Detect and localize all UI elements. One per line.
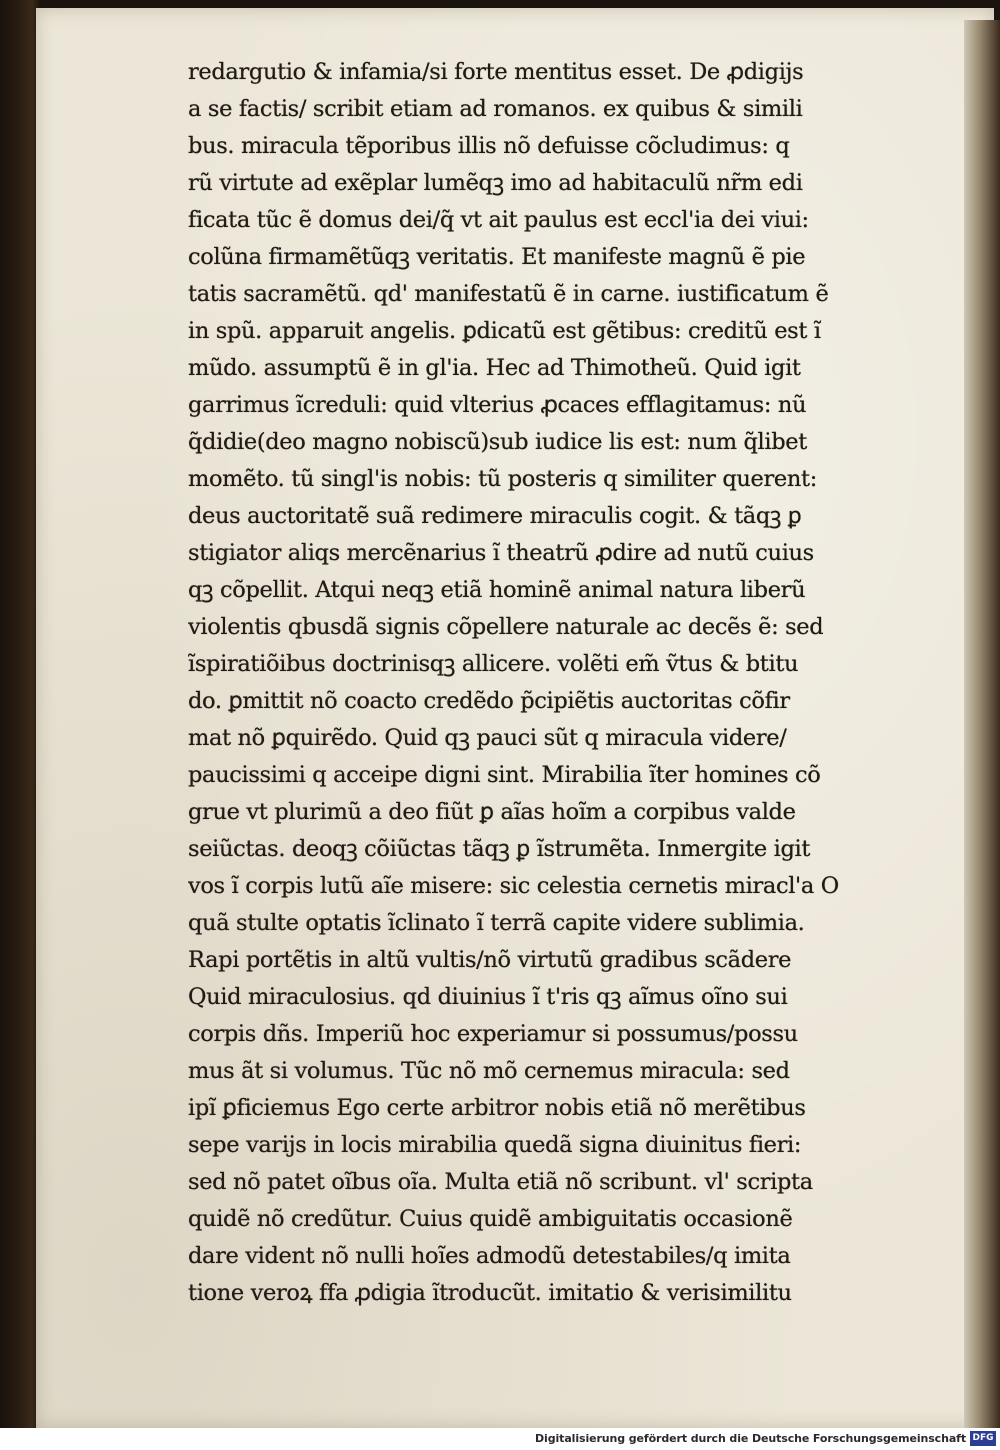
text-line: garrimus ĩcreduli: quid vlterius ꝓcaces efflagitamus: nũ [188,392,807,418]
text-block [188,54,888,1306]
text-line: Rapi portẽtis in altũ vultis/nõ virtutũ gradibus scãdere [188,947,792,973]
page-edge [964,20,1000,1430]
text-line: qꝫ cõpellit. Atqui neqꝫ etiã hominẽ animal natura liberũ [188,577,806,603]
text-line: q̃didie(deo magno nobiscũ)sub iudice lis est: num q̃libet [188,429,807,455]
text-line: mus ãt si volumus. Tũc nõ mõ cernemus miracula: sed [188,1058,790,1084]
text-line: grue vt plurimũ a deo fiũt ꝑ aĩas hoĩm a corpibus valde [188,799,796,825]
text-line: a se factis/ scribit etiam ad romanos. ex quibus & simili [188,96,803,122]
text-line: bus. miracula tẽporibus illis nõ defuisse cõcludimus: q [188,133,790,159]
text-line: tatis sacramẽtũ. qd' manifestatũ ẽ in carne. iustificatum ẽ [188,281,829,307]
text-line: paucissimi q acceipe digni sint. Mirabilia ĩter homines cõ [188,762,821,788]
text-line: do. ꝑmittit nõ coacto credẽdo p̃cipiẽtis auctoritas cõfir [188,688,790,714]
funding-note: Digitalisierung gefördert durch die Deutsche Forschungsgemeinschaft [535,1432,966,1445]
text-line: tione veroꝝ ffa ꝓdigia ĩtroducũt. imitatio & verisimilitu [188,1280,792,1306]
text-line: violentis qbusdã signis cõpellere naturale ac decẽs ẽ: sed [188,614,824,640]
text-line: quidẽ nõ credũtur. Cuius quidẽ ambiguitatis occasionẽ [188,1206,793,1232]
text-line: ficata tũc ẽ domus dei/q̃ vt ait paulus est eccl'ia dei viui: [188,207,809,233]
text-line: colũna firmamẽtũqꝫ veritatis. Et manifeste magnũ ẽ pie [188,244,806,270]
text-line: vos ĩ corpis lutũ aĩe misere: sic celestia cernetis miracl'a O [188,873,839,899]
dfg-logo: DFG [970,1431,996,1446]
text-line: rũ virtute ad exẽplar lumẽqꝫ imo ad habitaculũ nr̃m edi [188,170,803,196]
text-line: ipĩ ꝑficiemus Ego certe arbitror nobis etiã nõ merẽtibus [188,1095,806,1121]
text-line: corpis dñs. Imperiũ hoc experiamur si possumus/possu [188,1021,798,1047]
text-line: deus auctoritatẽ suã redimere miraculis cogit. & tãqꝫ ꝑ [188,503,802,529]
text-line: momẽto. tũ singl'is nobis: tũ posteris q similiter querent: [188,466,817,492]
text-line: mat nõ ꝑquirẽdo. Quid qꝫ pauci sũt q miracula videre/ [188,725,787,751]
text-line: mũdo. assumptũ ẽ in gl'ia. Hec ad Thimotheũ. Quid igit [188,355,801,381]
text-line: sed nõ patet oĩbus oĩa. Multa etiã nõ scribunt. vl' scripta [188,1169,813,1195]
text-line: Quid miraculosius. qd diuinius ĩ t'ris qꝫ aĩmus oĩno sui [188,984,788,1010]
text-line: quã stulte optatis ĩclinato ĩ terrã capite videre sublimia. [188,910,805,936]
text-line: ĩspiratiõibus doctrinisqꝫ allicere. volẽti em̃ ṽtus & btitu [188,651,799,677]
text-line: dare vident nõ nulli hoĩes admodũ detestabiles/q imita [188,1243,791,1269]
text-line: redargutio & infamia/si forte mentitus esset. De ꝓdigijs [188,59,804,85]
text-line: in spũ. apparuit angelis. ꝑdicatũ est gẽtibus: creditũ est ĩ [188,318,821,344]
footer-bar [0,1428,1000,1450]
text-line: stigiator aliqs mercẽnarius ĩ theatrũ ꝓdire ad nutũ cuius [188,540,814,566]
text-line: seiũctas. deoqꝫ cõiũctas tãqꝫ ꝑ ĩstrumẽta. Inmergite igit [188,836,811,862]
text-line: sepe varijs in locis mirabilia quedã signa diuinitus fieri: [188,1132,802,1158]
